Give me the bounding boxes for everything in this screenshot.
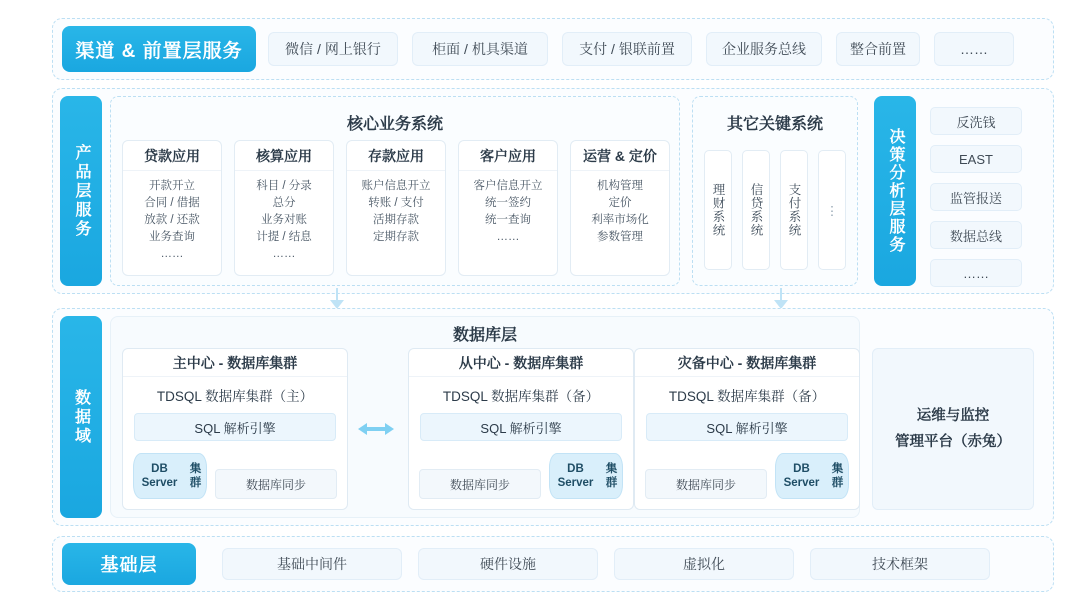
datacenter-card bbox=[634, 348, 860, 510]
datacenter-bottom-row bbox=[419, 453, 623, 499]
decision-pill: EAST bbox=[930, 145, 1022, 173]
other-system-card: 支付系统 bbox=[780, 150, 808, 270]
datacenter-card-title: 灾备中心 - 数据库集群 bbox=[635, 349, 859, 377]
channel-layer-tab: 渠道 & 前置层服务 bbox=[62, 26, 256, 72]
channel-pill: 支付 / 银联前置 bbox=[562, 32, 692, 66]
channel-pill: 整合前置 bbox=[836, 32, 920, 66]
sql-engine-box: SQL 解析引擎 bbox=[420, 413, 622, 441]
infrastructure-pill: 技术框架 bbox=[810, 548, 990, 580]
other-system-card: 信贷系统 bbox=[742, 150, 770, 270]
db-server-cluster-cylinder: DB Server 集群 bbox=[775, 453, 849, 499]
ops-platform-line: 管理平台（赤兔） bbox=[895, 434, 1011, 450]
core-app-card-title: 存款应用 bbox=[347, 141, 445, 171]
datacenter-cluster-label: TDSQL 数据库集群（主） bbox=[156, 389, 314, 404]
core-app-card-body: 机构管理 定价 利率市场化 参数管理 bbox=[591, 180, 649, 243]
datacenter-cluster-label: TDSQL 数据库集群（备） bbox=[668, 389, 826, 404]
core-app-card-title: 贷款应用 bbox=[123, 141, 221, 171]
infrastructure-tab: 基础层 bbox=[62, 543, 196, 585]
database-layer-title: 数据库层 bbox=[452, 327, 517, 344]
db-server-cluster-cylinder: DB Server 集群 bbox=[549, 453, 623, 499]
datacenter-card bbox=[408, 348, 634, 510]
decision-pill: …… bbox=[930, 259, 1022, 287]
datacenter-card-title: 主中心 - 数据库集群 bbox=[123, 349, 347, 377]
db-sync-box: 数据库同步 bbox=[419, 469, 541, 499]
core-app-card-title: 核算应用 bbox=[235, 141, 333, 171]
core-business-group-title: 核心业务系统 bbox=[346, 116, 443, 133]
datacenter-cluster-label: TDSQL 数据库集群（备） bbox=[442, 389, 600, 404]
core-app-card-title: 客户应用 bbox=[459, 141, 557, 171]
datacenter-bottom-row bbox=[133, 453, 337, 499]
other-system-card: ⋮ bbox=[818, 150, 846, 270]
channel-pill: 柜面 / 机具渠道 bbox=[412, 32, 548, 66]
core-app-card-body: 科目 / 分录 总分 业务对账 计提 / 结息 …… bbox=[256, 180, 312, 260]
infrastructure-pill: 虚拟化 bbox=[614, 548, 794, 580]
core-app-card-body: 客户信息开立 统一签约 统一查询 …… bbox=[473, 180, 543, 243]
core-app-card-title: 运营 & 定价 bbox=[571, 141, 669, 171]
datacenter-bottom-row bbox=[645, 453, 849, 499]
core-app-card bbox=[346, 140, 446, 276]
datacenter-card bbox=[122, 348, 348, 510]
db-sync-box: 数据库同步 bbox=[215, 469, 337, 499]
core-app-card-body: 账户信息开立 转账 / 支付 活期存款 定期存款 bbox=[361, 180, 431, 243]
core-app-card bbox=[570, 140, 670, 276]
db-sync-box: 数据库同步 bbox=[645, 469, 767, 499]
other-key-systems-title: 其它关键系统 bbox=[726, 116, 823, 133]
db-server-cluster-cylinder: DB Server 集群 bbox=[133, 453, 207, 499]
infrastructure-pill: 硬件设施 bbox=[418, 548, 598, 580]
channel-pill: 企业服务总线 bbox=[706, 32, 822, 66]
datacenter-card-title: 从中心 - 数据库集群 bbox=[409, 349, 633, 377]
decision-layer-tab: 决策分析层服务 bbox=[874, 96, 916, 286]
core-app-card bbox=[234, 140, 334, 276]
product-layer-tab: 产品层服务 bbox=[60, 96, 102, 286]
ops-monitor-platform-card bbox=[872, 348, 1034, 510]
core-app-card bbox=[122, 140, 222, 276]
channel-pill: 微信 / 网上银行 bbox=[268, 32, 398, 66]
decision-pill: 反洗钱 bbox=[930, 107, 1022, 135]
core-app-card bbox=[458, 140, 558, 276]
infrastructure-pill: 基础中间件 bbox=[222, 548, 402, 580]
ops-platform-line: 运维与监控 bbox=[916, 408, 990, 424]
sql-engine-box: SQL 解析引擎 bbox=[646, 413, 848, 441]
data-domain-tab: 数据域 bbox=[60, 316, 102, 518]
sql-engine-box: SQL 解析引擎 bbox=[134, 413, 336, 441]
core-app-card-body: 开款开立 合同 / 借据 放款 / 还款 业务查询 …… bbox=[144, 180, 200, 260]
channel-pill: …… bbox=[934, 32, 1014, 66]
decision-pill: 监管报送 bbox=[930, 183, 1022, 211]
sync-double-arrow-icon bbox=[348, 420, 404, 438]
decision-pill: 数据总线 bbox=[930, 221, 1022, 249]
other-system-card: 理财系统 bbox=[704, 150, 732, 270]
